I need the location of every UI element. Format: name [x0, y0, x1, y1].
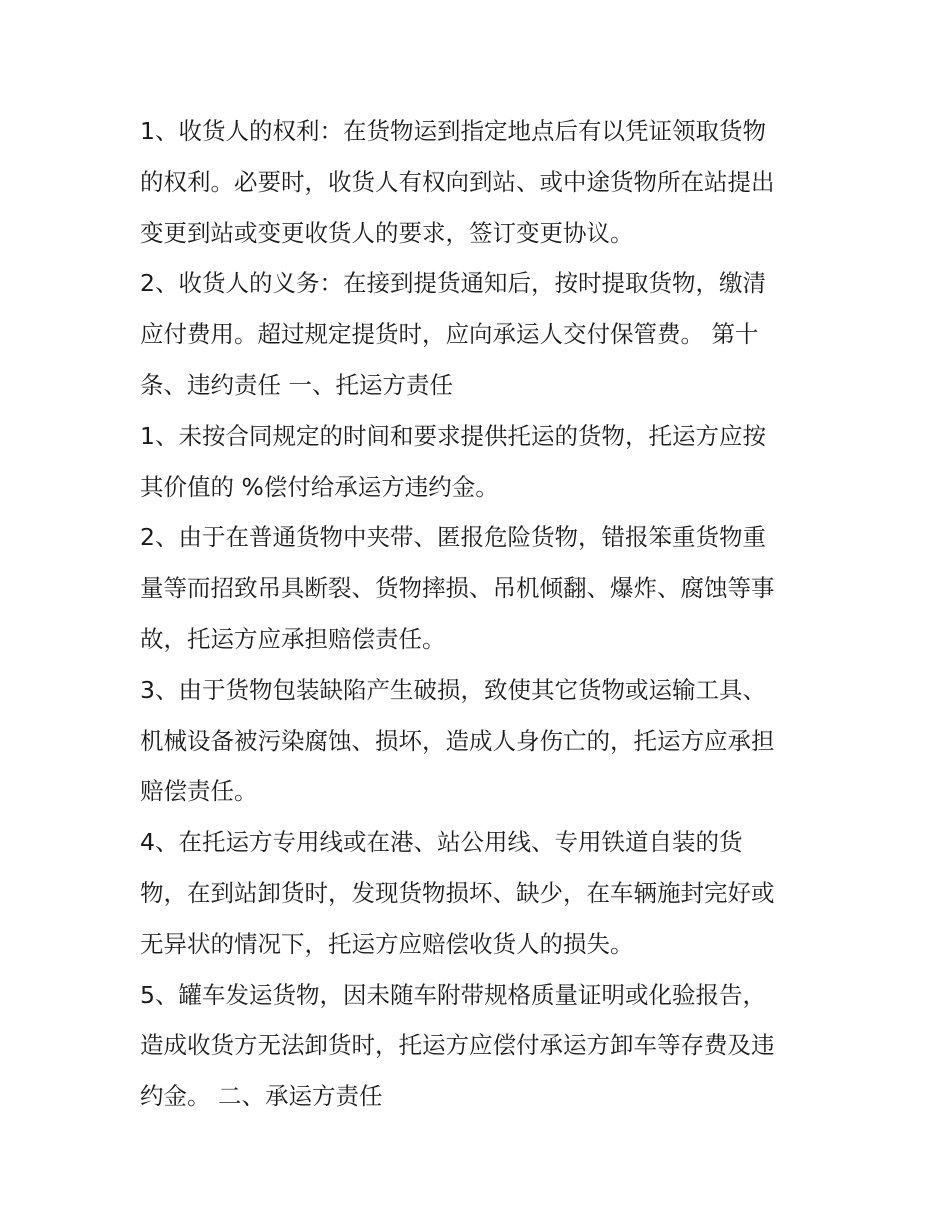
- text-line: 条、违约责任 一、托运方责任: [140, 370, 453, 399]
- text-line: 1、未按合同规定的时间和要求提供托运的货物，托运方应按: [140, 421, 766, 450]
- text-line: 5、罐车发运货物，因未随车附带规格质量证明或化验报告，: [140, 980, 766, 1009]
- paragraph-shipper-liability-4: [140, 817, 820, 969]
- paragraph-shipper-liability-2: [140, 512, 820, 664]
- text-line: 1、收货人的权利：在货物运到指定地点后有以凭证领取货物: [140, 117, 766, 145]
- text-line: 赔偿责任。: [140, 777, 258, 806]
- paragraph-shipper-liability-3: [140, 665, 820, 817]
- paragraph-shipper-liability-5: [140, 970, 820, 1122]
- text-line: 无异状的情况下，托运方应赔偿收货人的损失。: [140, 929, 634, 958]
- paragraph-consignee-obligations: [140, 258, 820, 410]
- text-line: 造成收货方无法卸货时，托运方应偿付承运方卸车等存费及违: [140, 1031, 775, 1060]
- text-line: 机械设备被污染腐蚀、损坏，造成人身伤亡的，托运方应承担: [140, 726, 775, 755]
- paragraph-consignee-rights: [140, 106, 820, 258]
- text-line: 变更到站或变更收货人的要求，签订变更协议。: [140, 218, 634, 247]
- text-line: 2、收货人的义务：在接到提货通知后，按时提取货物，缴清: [140, 269, 766, 298]
- text-line: 2、由于在普通货物中夹带、匿报危险货物，错报笨重货物重: [140, 523, 766, 552]
- document-body: [140, 106, 820, 1122]
- text-line: 故，托运方应承担赔偿责任。: [140, 624, 446, 653]
- text-line: 物，在到站卸货时，发现货物损坏、缺少，在车辆施封完好或: [140, 878, 775, 907]
- text-line: 4、在托运方专用线或在港、站公用线、专用铁道自装的货: [140, 828, 743, 857]
- text-line: 的权利。必要时，收货人有权向到站、或中途货物所在站提出: [140, 167, 775, 196]
- text-line: 其价值的 %偿付给承运方违约金。: [140, 472, 499, 501]
- text-line: 约金。 二、承运方责任: [140, 1082, 383, 1111]
- text-line: 量等而招致吊具断裂、货物摔损、吊机倾翻、爆炸、腐蚀等事: [140, 574, 775, 603]
- text-line: 3、由于货物包装缺陷产生破损，致使其它货物或运输工具、: [140, 675, 766, 704]
- paragraph-shipper-liability-1: [140, 411, 820, 513]
- text-line: 应付费用。超过规定提货时，应向承运人交付保管费。 第十: [140, 320, 759, 349]
